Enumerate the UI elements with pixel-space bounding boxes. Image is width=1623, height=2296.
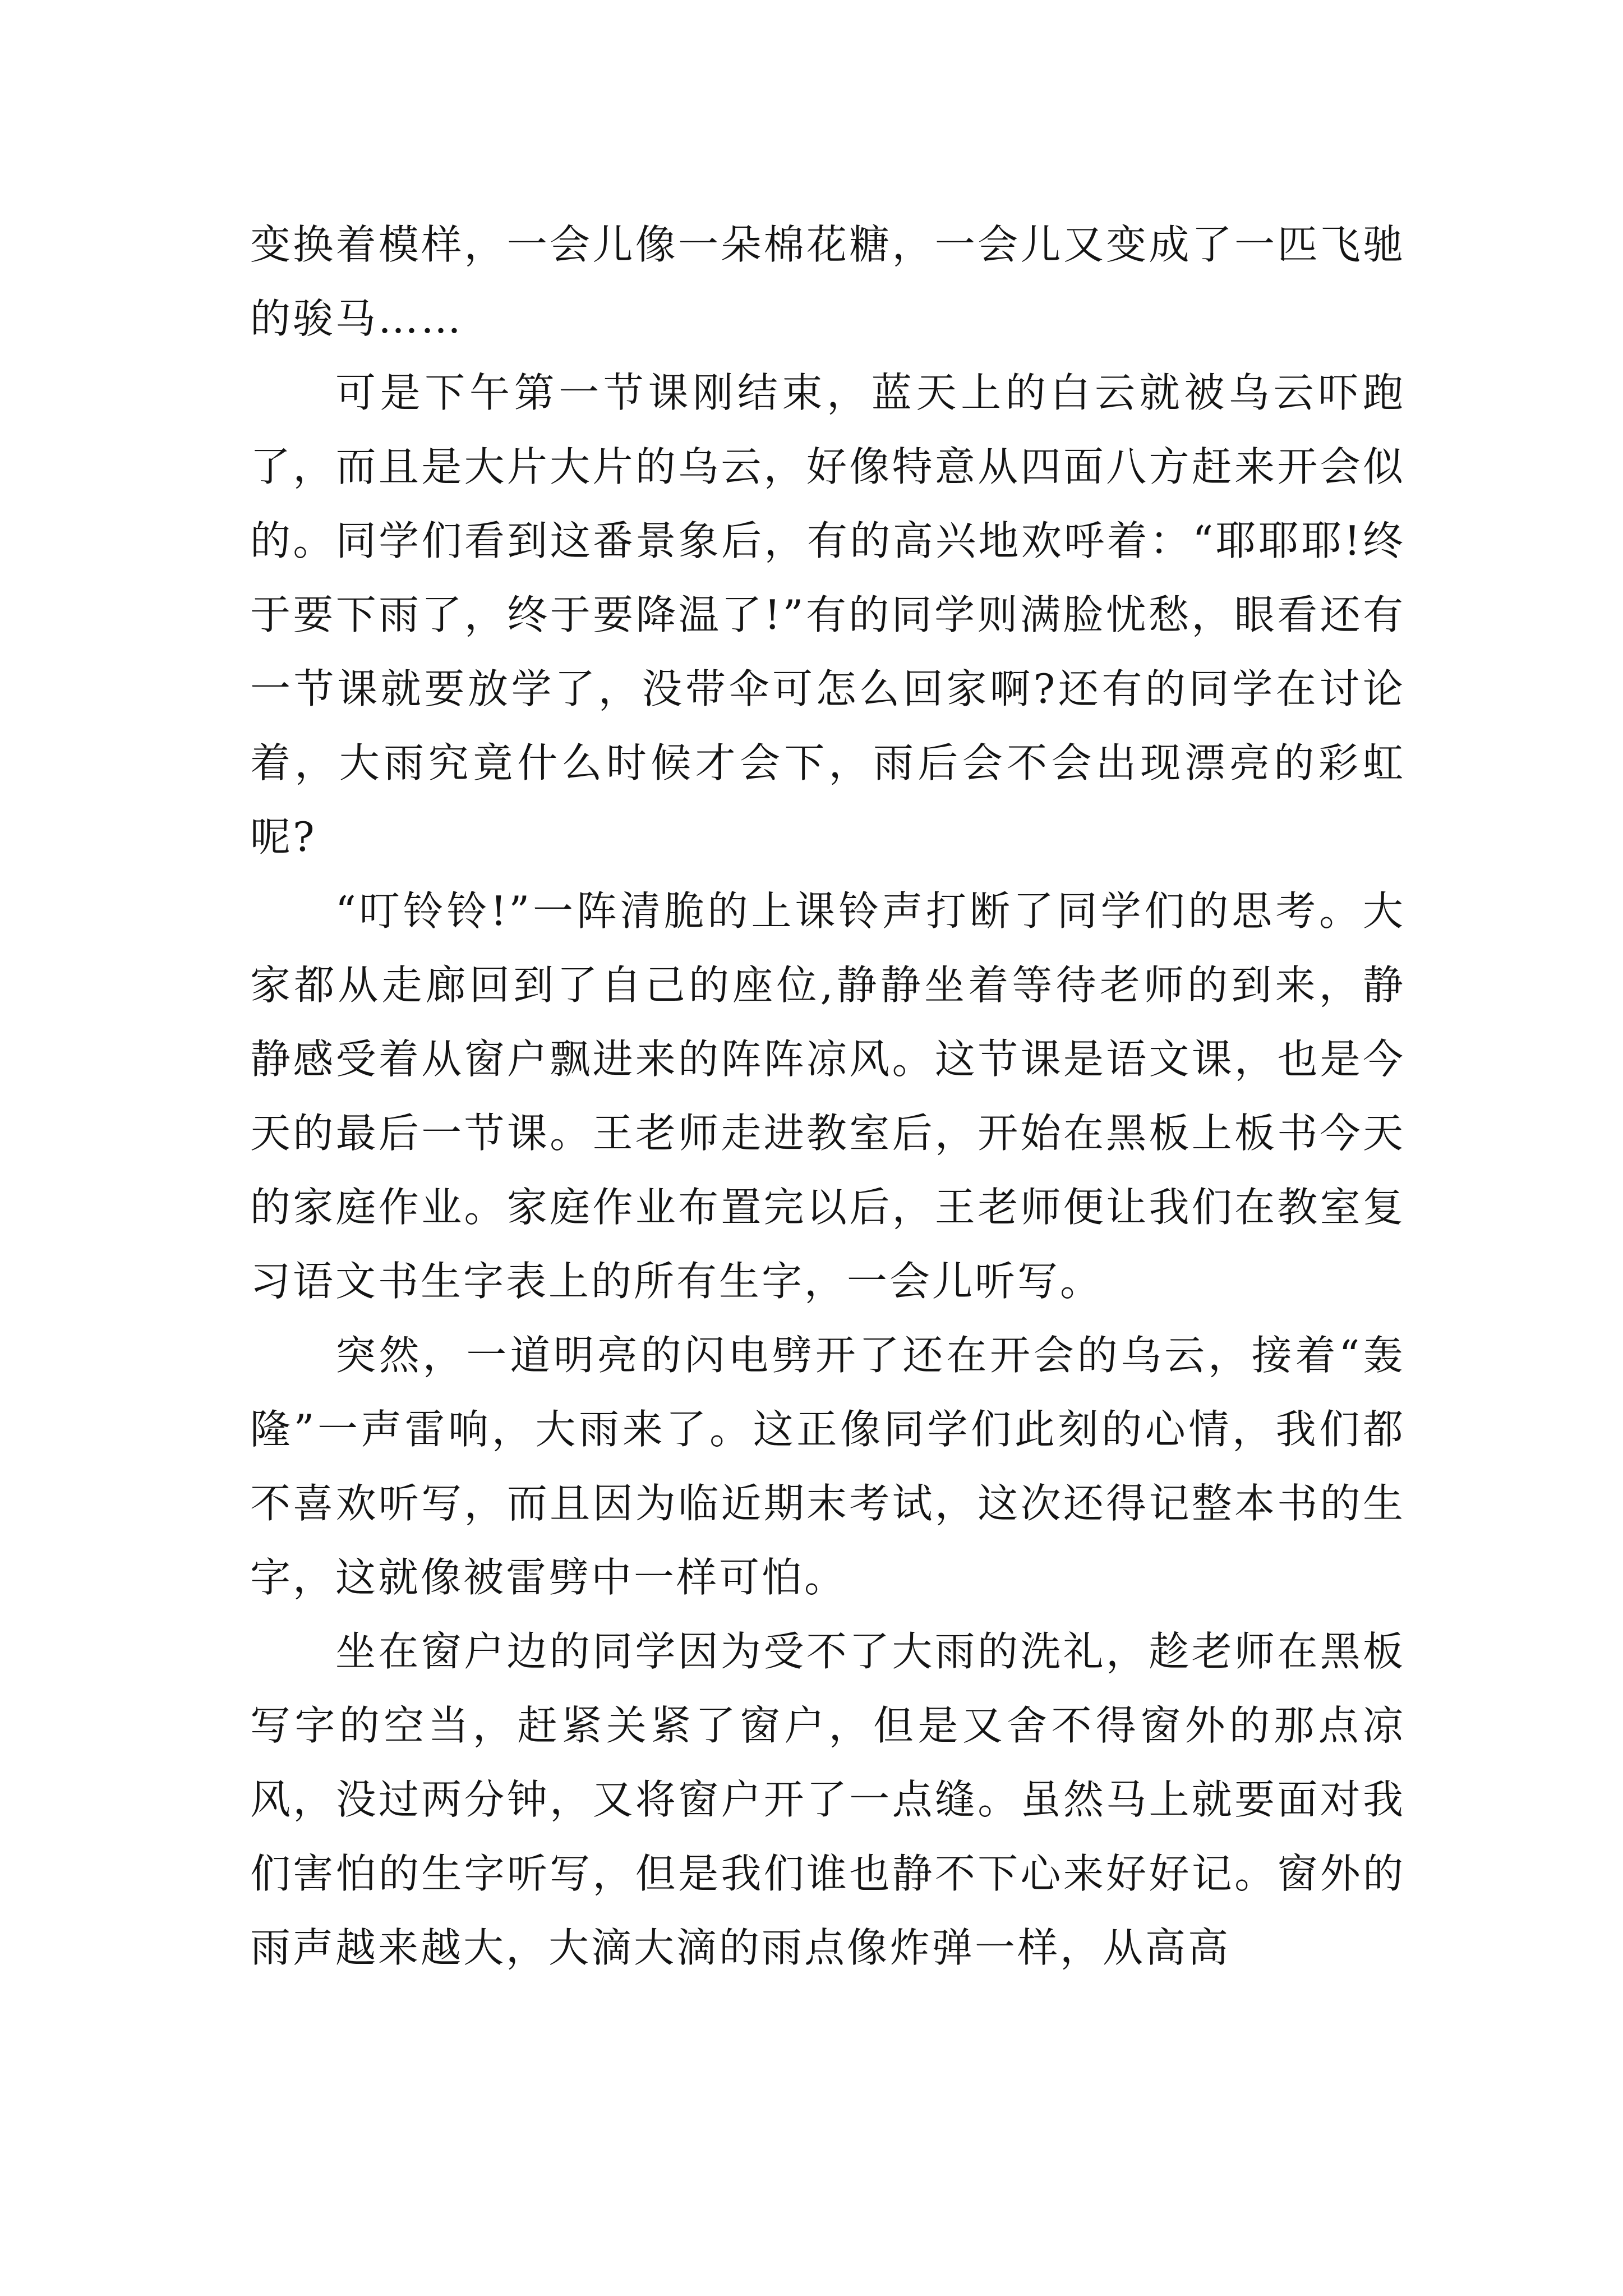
paragraph-3: “叮铃铃!”一阵清脆的上课铃声打断了同学们的思考。大家都从走廊回到了自己的座位,静静坐着等待老师的到来，静静感受着从窗户飘进来的阵阵凉风。这节课是语文课，也是今天的最后一节课。王老师走进教室后，开始在黑板上板书今天的家庭作业。家庭作业布置完以后，王老师便让我们在教室复习语文书生字表上的所有生字，一会儿听写。: [250, 887, 1405, 1305]
paragraph-5: 坐在窗户边的同学因为受不了大雨的洗礼，趁老师在黑板写字的空当，赶紧关紧了窗户，但是又舍不得窗外的那点凉风，没过两分钟，又将窗户开了一点缝。虽然马上就要面对我们害怕的生字听写，但是我们谁也静不下心来好好记。窗外的雨声越来越大，大滴大滴的雨点像炸弹一样，从高高: [250, 1628, 1405, 1971]
paragraph-1: 变换着模样，一会儿像一朵棉花糖，一会儿又变成了一匹飞驰的骏马……: [250, 221, 1405, 342]
paragraph-2: 可是下午第一节课刚结束，蓝天上的白云就被乌云吓跑了，而且是大片大片的乌云，好像特意从四面八方赶来开会似的。同学们看到这番景象后，有的高兴地欢呼着：“耶耶耶!终于要下雨了，终于要降温了!”有的同学则满脸忧愁，眼看还有一节课就要放学了，没带伞可怎么回家啊?还有的同学在讨论着，大雨究竟什么时候才会下，雨后会不会出现漂亮的彩虹呢?: [250, 369, 1405, 861]
paragraph-4: 突然，一道明亮的闪电劈开了还在开会的乌云，接着“轰隆”一声雷响，大雨来了。这正像同学们此刻的心情，我们都不喜欢听写，而且因为临近期末考试，这次还得记整本书的生字，这就像被雷劈中一样可怕。: [250, 1332, 1405, 1601]
document-body: [250, 208, 1405, 1985]
